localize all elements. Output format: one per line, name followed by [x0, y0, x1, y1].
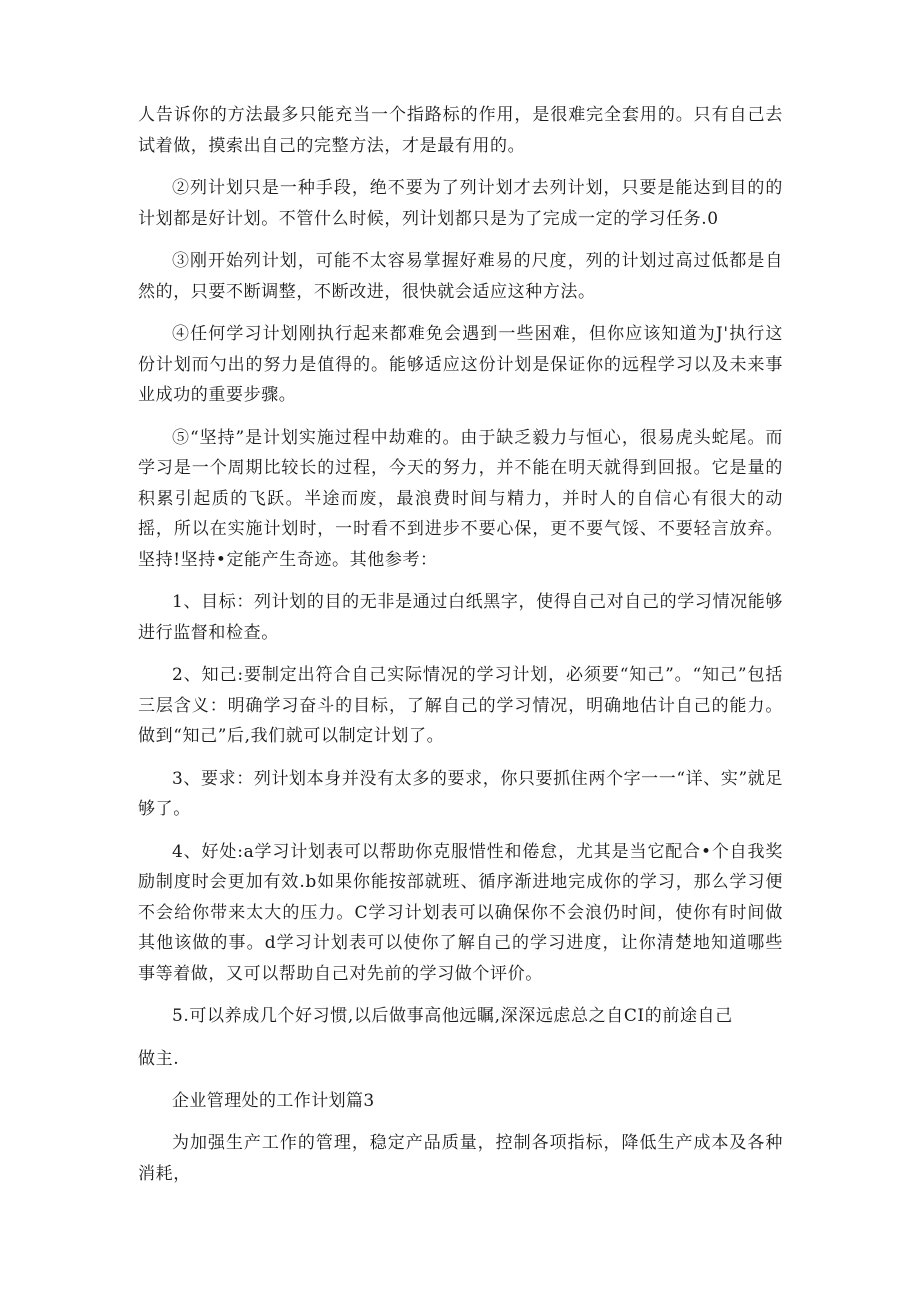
paragraph-point-4: ④任何学习计划刚执行起来都难免会遇到一些困难，但你应该知道为J'执行这份计划而勺出的努力是值得的。能够适应这份计划是保证你的远程学习以及未来事业成功的重要步骤。 — [138, 324, 783, 405]
paragraph-point-5: ⑤“坚持”是计划实施过程中劫难的。由于缺乏毅力与恒心，很易虎头蛇尾。而学习是一个周期比较长的过程，今天的努力，并不能在明天就得到回报。它是量的积累引起质的飞跃。半途而废，最浪费时间与精力，并时人的自信心有很大的动摇，所以在实施计划时，一时看不到进步不要心保，更不要气馁、不要轻言放弃。坚持!坚持•定能产生奇迹。其他参考： — [138, 427, 783, 570]
paragraph-point-2: ②列计划只是一种手段，绝不要为了列计划才去列计划，只要是能达到目的的计划都是好计划。不管什么时候，列计划都只是为了完成一定的学习任务.0 — [138, 178, 783, 229]
section-title: 企业管理处的工作计划篇3 — [172, 1091, 375, 1111]
paragraph-item-goal: 1、目标：列计划的目的无非是通过白纸黑字，使得自己对自己的学习情况能够进行监督和检查。 — [138, 592, 783, 643]
document-page — [138, 100, 783, 1201]
paragraph-item-know-self: 2、知己:要制定出符合自己实际情况的学习计划，必须要“知己”。“知己”包括三层含义：明确学习奋斗的目标，了解自己的学习情况，明确地估计自己的能力。做到“知己”后,我们就可以制定计划了。 — [138, 665, 783, 746]
paragraph-item-habits: 5.可以养成几个好习惯,以后做事高他远瞩,深深远虑总之自CI的前途自己 — [172, 1006, 733, 1026]
paragraph-point-3: ③刚开始列计划，可能不太容易掌握好难易的尺度，列的计划过高过低都是自然的，只要不断调整，不断改进，很快就会适应这种方法。 — [138, 251, 783, 302]
paragraph-section-intro: 为加强生产工作的管理，稳定产品质量，控制各项指标，降低生产成本及各种消耗， — [138, 1133, 783, 1184]
paragraph-item-requirements: 3、要求：列计划本身并没有太多的要求，你只要抓住两个字一一“详、实”就足够了。 — [138, 768, 783, 819]
paragraph-item-habits-end: 做主. — [138, 1048, 180, 1069]
paragraph-item-benefits: 4、好处:a学习计划表可以帮助你克服惜性和倦怠，尤其是当它配合•个自我奖励制度时会更加有效.b如果你能按部就班、循序渐进地完成你的学习，那么学习便不会给你带来太大的压力。C学习计划表可以确保你不会浪仍时间，使你有时间做其他该做的事。d学习计划表可以使你了解自己的学习进度，让你清楚地知道哪些事等着做，又可以帮助自己对先前的学习做个评价。 — [138, 841, 783, 984]
paragraph-continuation: 人告诉你的方法最多只能充当一个指路标的作用，是很难完全套用的。只有自己去试着做，摸索出自己的完整方法，才是最有用的。 — [138, 105, 783, 156]
